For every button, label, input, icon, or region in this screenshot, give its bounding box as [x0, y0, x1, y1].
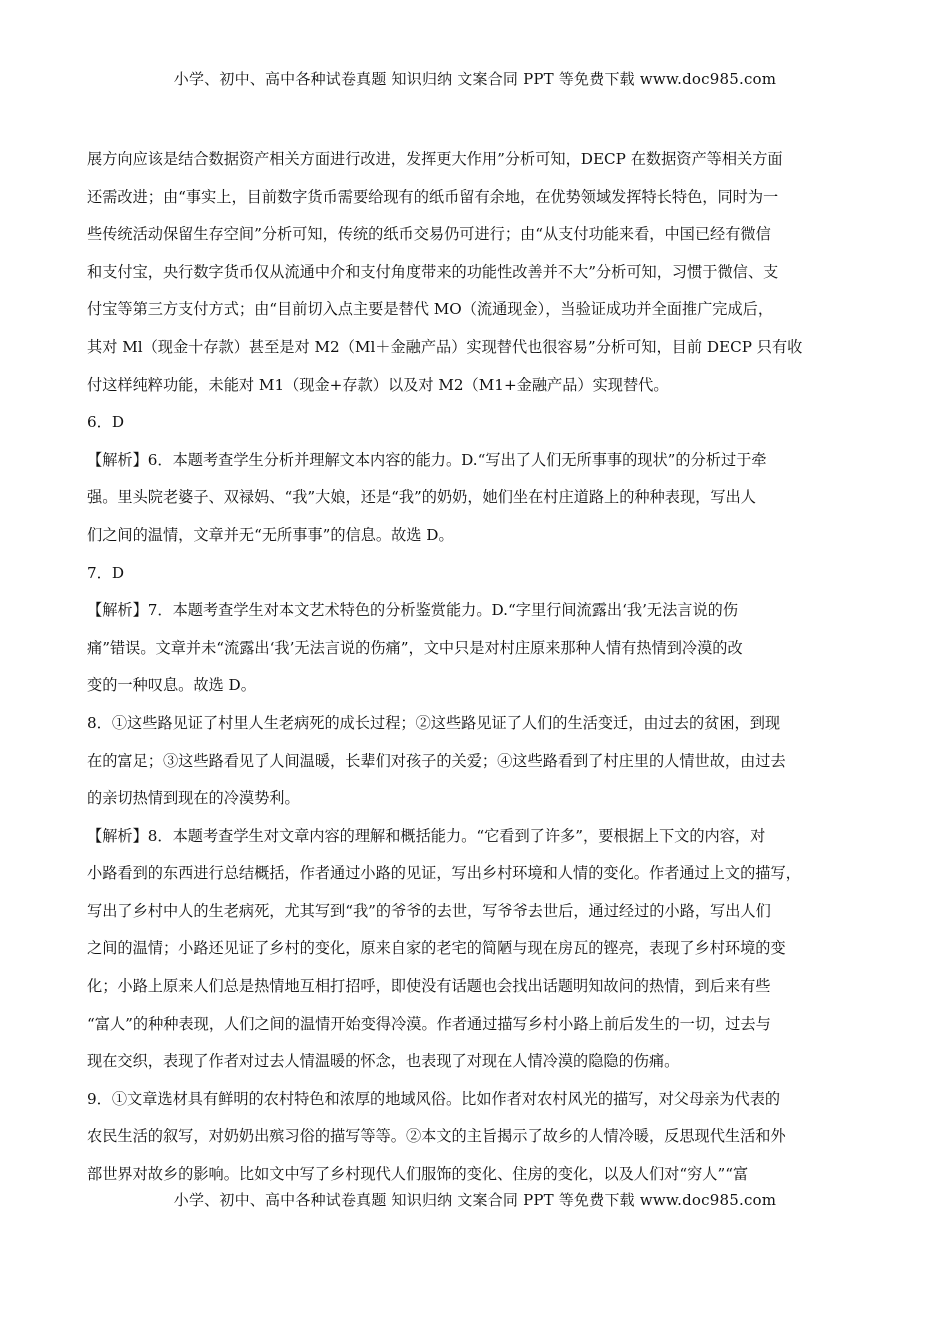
analysis-7-line: 【解析】7．本题考查学生对本文艺术特色的分析鉴赏能力。D.“字里行间流露出‘我’无法言说的伤 [87, 601, 739, 620]
text-line: 些传统活动保留生存空间”分析可知，传统的纸币交易仍可进行；由“从支付功能来看，中国已经有微信 [87, 225, 771, 244]
answer-6: 6．D [87, 413, 125, 432]
analysis-6-line: 们之间的温情，文章并无“无所事事”的信息。故选 D。 [87, 525, 454, 544]
analysis-8-line: “富人”的种种表现，人们之间的温情开始变得冷漠。作者通过描写乡村小路上前后发生的一切，过去与 [87, 1014, 771, 1033]
analysis-6-line: 【解析】6．本题考查学生分析并理解文本内容的能力。D.“写出了人们无所事事的现状”的分析过于牵 [87, 450, 767, 469]
analysis-7-line: 痛”错误。文章并未“流露出‘我’无法言说的伤痛”，文中只是对村庄原来那种人情有热情到冷漠的改 [87, 638, 743, 657]
analysis-8-line: 【解析】8．本题考查学生对文章内容的理解和概括能力。“它看到了许多”，要根据上下文的内容，对 [87, 826, 766, 845]
analysis-8-line: 小路看到的东西进行总结概括，作者通过小路的见证，写出乡村环境和人情的变化。作者通过上文的描写， [87, 864, 801, 883]
page-header: 小学、初中、高中各种试卷真题 知识归纳 文案合同 PPT 等免费下载 www.doc985.com [173, 70, 777, 88]
analysis-6-line: 强。里头院老婆子、双禄妈、“我”大娘，还是“我”的奶奶，她们坐在村庄道路上的种种表现，写出人 [87, 488, 756, 507]
document-body [87, 141, 867, 1194]
answer-8-line: 8．①这些路见证了村里人生老病死的成长过程；②这些路见证了人们的生活变迁，由过去的贫困，到现 [87, 713, 781, 732]
text-line: 展方向应该是结合数据资产相关方面进行改进，发挥更大作用”分析可知，DECP 在数据资产等相关方面 [87, 150, 783, 168]
text-line: 付这样纯粹功能，未能对 M1（现金+存款）以及对 M2（M1+金融产品）实现替代。 [87, 375, 669, 394]
answer-9-line: 部世界对故乡的影响。比如文中写了乡村现代人们服饰的变化、住房的变化，以及人们对“穷人”“富 [87, 1165, 749, 1184]
analysis-8-line: 写出了乡村中人的生老病死，尤其写到“我”的爷爷的去世，写爷爷去世后，通过经过的小路，写出人们 [87, 901, 771, 920]
analysis-8-line: 化；小路上原来人们总是热情地互相打招呼，即使没有话题也会找出话题明知故问的热情，到后来有些 [87, 977, 771, 996]
analysis-8-line: 之间的温情；小路还见证了乡村的变化，原来自家的老宅的简陋与现在房瓦的铿亮，表现了乡村环境的变 [87, 939, 786, 958]
answer-8-line: 在的富足；③这些路看见了人间温暖，长辈们对孩子的关爱；④这些路看到了村庄里的人情世故，由过去 [87, 751, 786, 770]
page-footer: 小学、初中、高中各种试卷真题 知识归纳 文案合同 PPT 等免费下载 www.doc985.com [173, 1191, 777, 1209]
text-line: 和支付宝，央行数字货币仅从流通中介和支付角度带来的功能性改善并不大”分析可知，习惯于微信、支 [87, 262, 779, 281]
text-line: 还需改进；由“事实上，目前数字货币需要给现有的纸币留有余地，在优势领域发挥特长特色，同时为一 [87, 187, 779, 206]
analysis-7-line: 变的一种叹息。故选 D。 [87, 676, 256, 695]
answer-9-line: 农民生活的叙写，对奶奶出殡习俗的描写等等。②本文的主旨揭示了故乡的人情冷暖，反思现代生活和外 [87, 1127, 786, 1146]
text-line: 付宝等第三方支付方式；由“目前切入点主要是替代 MO（流通现金），当验证成功并全面推广完成后， [87, 300, 774, 319]
answer-9-line: 9．①文章选材具有鲜明的农村特色和浓厚的地域风俗。比如作者对农村风光的描写，对父母亲为代表的 [87, 1089, 781, 1108]
answer-8-line: 的亲切热情到现在的冷漠势利。 [87, 789, 300, 808]
answer-7: 7．D [87, 563, 125, 582]
text-line: 其对 Ml（现金十存款）甚至是对 M2（Ml＋金融产品）实现替代也很容易”分析可知，目前 DECP 只有收 [87, 337, 803, 356]
analysis-8-line: 现在交织，表现了作者对过去人情温暖的怀念，也表现了对现在人情冷漠的隐隐的伤痛。 [87, 1052, 680, 1071]
